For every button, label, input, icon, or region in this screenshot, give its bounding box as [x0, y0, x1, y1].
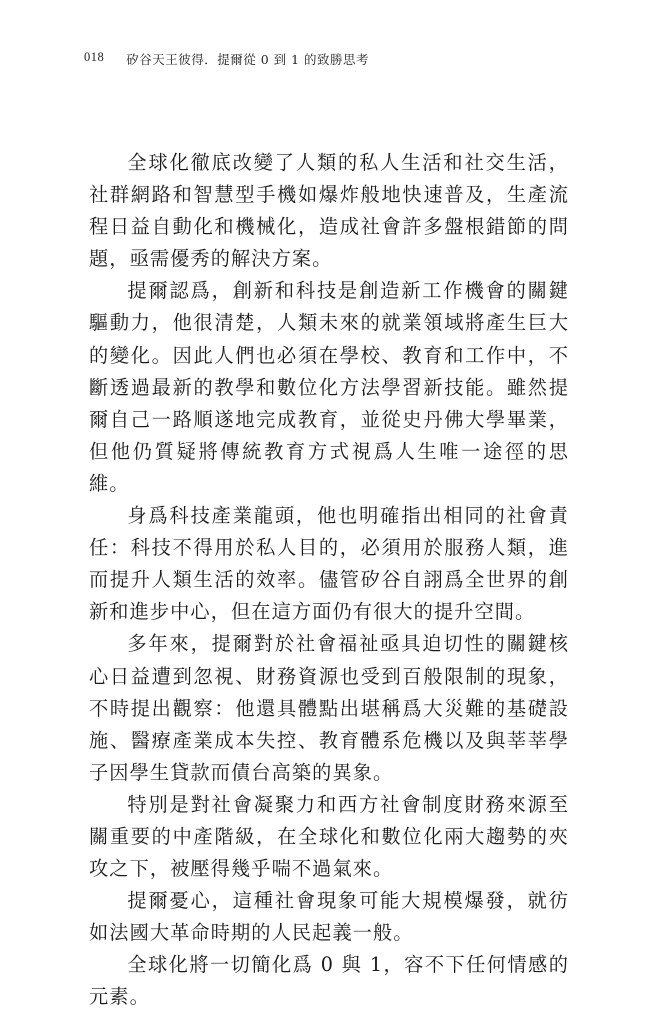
- body-text: [89, 147, 569, 1014]
- paragraph: 身爲科技產業龍頭，他也明確指出相同的社會責任：科技不得用於私人目的，必須用於服務人類，進而提升人類生活的效率。儘管矽谷自詡爲全世界的創新和進步中心，但在這方面仍有很大的提升空間。: [89, 504, 569, 624]
- page-number: 018: [84, 50, 105, 64]
- paragraph: 多年來，提爾對於社會福祉亟具迫切性的關鍵核心日益遭到忽視、財務資源也受到百般限制的現象，不時提出觀察：他還具體點出堪稱爲大災難的基礎設施、醫療產業成本失控、教育體系危機以及與莘莘學子因學生貸款而債台高築的異象。: [89, 632, 569, 784]
- paragraph: 提爾憂心，這種社會現象可能大規模爆發，就彷如法國大革命時期的人民起義一般。: [89, 889, 569, 945]
- paragraph: 全球化將一切簡化爲 0 與 1，容不下任何情感的元素。: [89, 953, 569, 1009]
- book-title: 矽谷天王彼得．提爾從 0 到 1 的致勝思考: [126, 52, 370, 67]
- paragraph: 全球化徹底改變了人類的私人生活和社交生活，社群網路和智慧型手機如爆炸般地快速普及，生產流程日益自動化和機械化，造成社會許多盤根錯節的問題，亟需優秀的解決方案。: [89, 151, 569, 271]
- paragraph: 特別是對社會凝聚力和西方社會制度財務來源至關重要的中產階級，在全球化和數位化兩大趨勢的夾攻之下，被壓得幾乎喘不過氣來。: [89, 792, 569, 881]
- running-header: [84, 50, 369, 68]
- paragraph: 提爾認爲，創新和科技是創造新工作機會的關鍵驅動力，他很清楚，人類未來的就業領域將產生巨大的變化。因此人們也必須在學校、教育和工作中，不斷透過最新的教學和數位化方法學習新技能。雖然提爾自己一路順遂地完成教育，並從史丹佛大學畢業，但他仍質疑將傳統教育方式視爲人生唯一途徑的思維。: [89, 279, 569, 495]
